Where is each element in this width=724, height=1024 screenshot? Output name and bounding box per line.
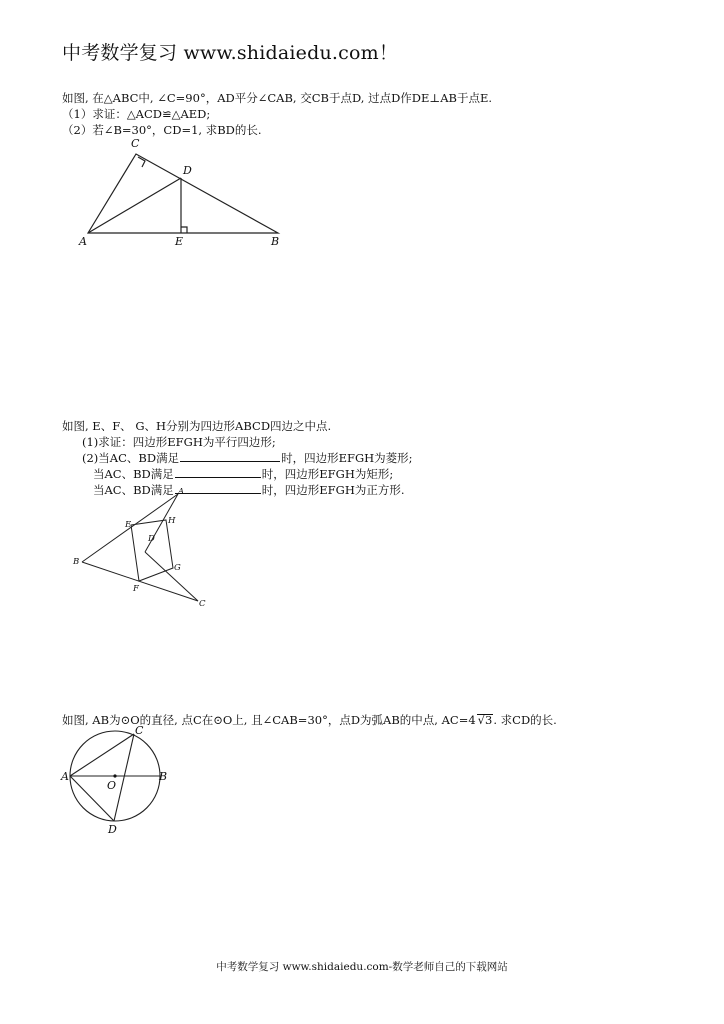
label-b: B <box>73 557 80 567</box>
answer-blank-rhombus <box>180 450 280 462</box>
problem2-part3-suffix: 时，四边形EFGH为矩形; <box>261 467 394 481</box>
problem2-part2-prefix: (2)当AC、BD满足 <box>82 451 180 465</box>
label-a: A <box>61 770 69 783</box>
chord-ac <box>70 734 134 776</box>
problem2-part3-prefix: 当AC、BD满足 <box>93 467 174 481</box>
right-angle-mark-e <box>181 227 187 233</box>
label-e: E <box>125 520 132 530</box>
label-c: C <box>131 137 140 150</box>
label-c: C <box>135 724 144 737</box>
label-b: B <box>159 770 168 783</box>
label-d: D <box>108 823 117 836</box>
problem2-quadrilateral-figure <box>0 480 724 620</box>
answer-blank-rectangle <box>175 466 261 478</box>
problem1-statement: 如图, 在△ABC中, ∠C=90°，AD平分∠CAB, 交CB于点D, 过点D作DE⊥AB于点E. <box>62 91 493 105</box>
label-d: D <box>183 164 192 177</box>
label-o: O <box>107 779 117 792</box>
problem1-triangle-figure <box>0 0 724 260</box>
problem1-part1: （1）求证：△ACD≌△AED; <box>62 107 211 121</box>
label-a: A <box>79 235 87 248</box>
sqrt-radicand: 3 <box>485 713 493 727</box>
problem2-part4-prefix: 当AC、BD满足 <box>93 483 174 497</box>
label-b: B <box>271 235 280 248</box>
label-g: G <box>174 563 181 573</box>
label-a: A <box>178 487 185 497</box>
label-c: C <box>199 599 206 609</box>
problem3-statement-prefix: 如图, AB为⊙O的直径, 点C在⊙O上, 且∠CAB=30°，点D为弧AB的中点, AC=4 <box>62 713 476 727</box>
problem2-part2-suffix: 时，四边形EFGH为菱形; <box>281 451 413 465</box>
problem2-part2 <box>82 450 413 466</box>
center-point-o <box>113 774 116 777</box>
problem3-statement-suffix: . 求CD的长. <box>493 713 557 727</box>
label-e: E <box>175 235 184 248</box>
problem2-part4-suffix: 时，四边形EFGH为正方形. <box>261 483 405 497</box>
sqrt-3: √3 <box>477 713 493 727</box>
problem2-statement: 如图, E、F、 G、H分别为四边形ABCD四边之中点. <box>62 419 332 433</box>
problem3-circle-figure <box>0 715 724 840</box>
label-h: H <box>168 516 176 526</box>
page-footer: 中考数学复习 www.shidaiedu.com-数学老师自己的下载网站 <box>216 961 508 973</box>
label-f: F <box>133 584 139 594</box>
problem2-part1: (1)求证：四边形EFGH为平行四边形; <box>82 435 276 449</box>
label-d: D <box>148 534 155 544</box>
page-header: 中考数学复习 www.shidaiedu.com！ <box>62 42 399 64</box>
chord-cd <box>114 734 134 821</box>
segment-ad <box>88 178 181 233</box>
problem1-part2: （2）若∠B=30°，CD=1, 求BD的长. <box>62 123 262 137</box>
